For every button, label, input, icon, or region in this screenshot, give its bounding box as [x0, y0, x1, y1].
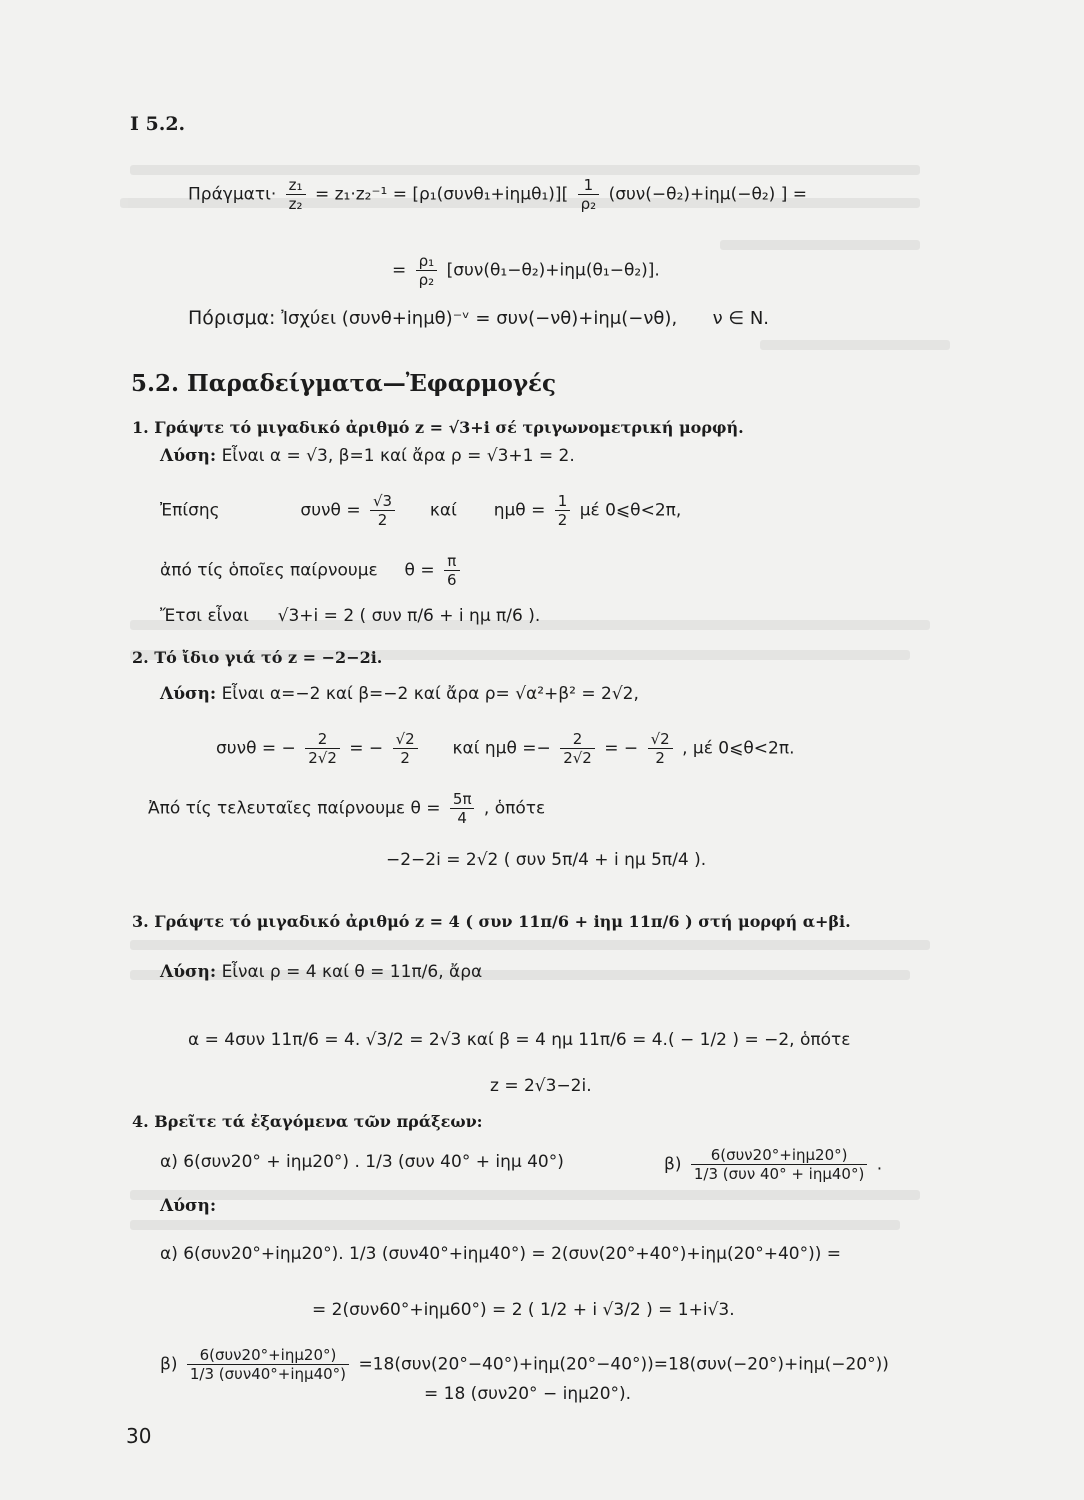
fraction: $\frac{\pi}{6}$ [444, 552, 460, 589]
solution-label: Λύση: [160, 962, 217, 982]
exercise-2-theta: Ἀπό τίς τελευταῖες παίρνουμε θ = $\frac{5\pi}{4}$ , ὁπότε [148, 790, 546, 827]
exercise-1-cos: Ἐπίσης συνθ = $\frac{√3}{2}$ καί ημθ = $\frac{1}{2}$ μέ 0⩽θ<2π, [160, 492, 682, 529]
fraction: $\frac{\text{z₁}}{\text{z₂}}$ [286, 176, 306, 213]
solution-label: Λύση: [160, 446, 217, 466]
exercise-4-solution-a: α) 6(συν20°+iημ20°). 1/3 (συν40°+iημ40°) = 2(συν(20°+40°)+iημ(20°+40°)) = [160, 1244, 842, 1264]
solution-label: Λύση: [160, 1196, 217, 1216]
exercise-4-part-a: α) 6(συν20° + iημ20°) . 1/3 (συν 40° + iημ 40°) [160, 1152, 564, 1172]
exercise-2-result: −2−2i = 2√2 ( συν 5π/4 + i ημ 5π/4 ). [386, 850, 707, 870]
corollary-label: Πόρισμα: [188, 307, 276, 329]
fraction: $\frac{\text{ρ₁}}{\text{ρ₂}}$ [416, 252, 438, 289]
fraction: $\frac{2}{2√2}$ [560, 730, 595, 767]
fraction: $\frac{1}{\text{ρ₂}}$ [578, 176, 600, 213]
exercise-2-solution: Λύση: Εἶναι α=−2 καί β=−2 καί ἄρα ρ= √α²+β² = 2√2, [160, 684, 639, 704]
proof-lead: Πράγματι· [188, 184, 277, 205]
corollary: Πόρισμα: Ἰσχύει (συνθ+iημθ)⁻ᵛ = συν(−νθ)+iημ(−νθ), ν ∈ N. [188, 307, 770, 329]
exercise-1-theta: ἀπό τίς ὁποῖες παίρνουμε θ = $\frac{\pi}{6}$ [160, 552, 464, 589]
fraction: $\frac{2}{2√2}$ [305, 730, 340, 767]
fraction: $\frac{√2}{2}$ [393, 730, 418, 767]
proof-line-2: = $\frac{\text{ρ₁}}{\text{ρ₂}}$ [συν(θ₁−θ₂)+iημ(θ₁−θ₂)]. [392, 252, 660, 289]
exercise-3-prompt: 3. Γράψτε τό μιγαδικό ἀριθμό z = 4 ( συν 11π/6 + iημ 11π/6 ) στή μορφή α+βi. [132, 912, 851, 931]
exercise-4-solution-b2: = 18 (συν20° − iημ20°). [424, 1384, 632, 1404]
section-header: I 5.2. [130, 113, 186, 135]
exercise-1-prompt: 1. Γράψτε τό μιγαδικό ἀριθμό z = √3+i σέ τριγωνομετρική μορφή. [132, 418, 744, 437]
exercise-3-result: z = 2√3−2i. [490, 1076, 592, 1096]
exercise-3-calc: α = 4συν 11π/6 = 4. √3/2 = 2√3 καί β = 4 ημ 11π/6 = 4.( − 1/2 ) = −2, ὁπότε [188, 1030, 851, 1050]
exercise-4-solution-a2: = 2(συν60°+iημ60°) = 2 ( 1/2 + i √3/2 ) = 1+i√3. [312, 1300, 735, 1320]
exercise-4-part-b: β) $\frac{\text{6(συν20°+iημ20°)}}{\text{1/3 (συν 40° + iημ40°)}}$ . [664, 1146, 883, 1183]
fraction: $\frac{\text{6(συν20°+iημ20°)}}{\text{1/3 (συν40°+iημ40°)}}$ [187, 1346, 349, 1383]
fraction: $\frac{√3}{2}$ [370, 492, 395, 529]
exercise-1-solution: Λύση: Εἶναι α = √3, β=1 καί ἄρα ρ = √3+1 = 2. [160, 446, 575, 466]
exercise-3-solution: Λύση: Εἶναι ρ = 4 καί θ = 11π/6, ἄρα [160, 962, 483, 982]
proof-line-1: Πράγματι· $\frac{\text{z₁}}{\text{z₂}}$ = z₁·z₂⁻¹ = [ρ₁(συνθ₁+iημθ₁)][ $\frac{1}{\text{ρ₂}}$ (συν(−θ₂)+iημ(−θ₂) ] = [188, 176, 807, 213]
exercise-1-result: Ἔτσι εἶναι √3+i = 2 ( συν π/6 + i ημ π/6 ). [160, 606, 541, 626]
fraction: $\frac{\text{6(συν20°+iημ20°)}}{\text{1/3 (συν 40° + iημ40°)}}$ [691, 1146, 867, 1183]
section-title: 5.2. Παραδείγματα—Ἐφαρμογές [131, 370, 557, 397]
page-number: 30 [126, 1424, 152, 1448]
fraction: $\frac{1}{2}$ [555, 492, 571, 529]
exercise-2-prompt: 2. Τό ἴδιο γιά τό z = −2−2i. [132, 648, 383, 667]
exercise-4-prompt: 4. Βρεῖτε τά ἐξαγόμενα τῶν πράξεων: [132, 1112, 483, 1131]
exercise-4-solution-b: β) $\frac{\text{6(συν20°+iημ20°)}}{\text{1/3 (συν40°+iημ40°)}}$ =18(συν(20°−40°)+iημ(20°−40°))=18(συν(−20°)+iημ(−20°)) [160, 1346, 889, 1383]
exercise-2-trig: συνθ = − $\frac{2}{2√2}$ = − $\frac{√2}{2}$ καί ημθ =− $\frac{2}{2√2}$ = − $\frac{√2}{2}$ , μέ 0⩽θ<2π. [216, 730, 795, 767]
fraction: $\frac{√2}{2}$ [648, 730, 673, 767]
solution-label: Λύση: [160, 684, 217, 704]
fraction: $\frac{5\pi}{4}$ [450, 790, 475, 827]
